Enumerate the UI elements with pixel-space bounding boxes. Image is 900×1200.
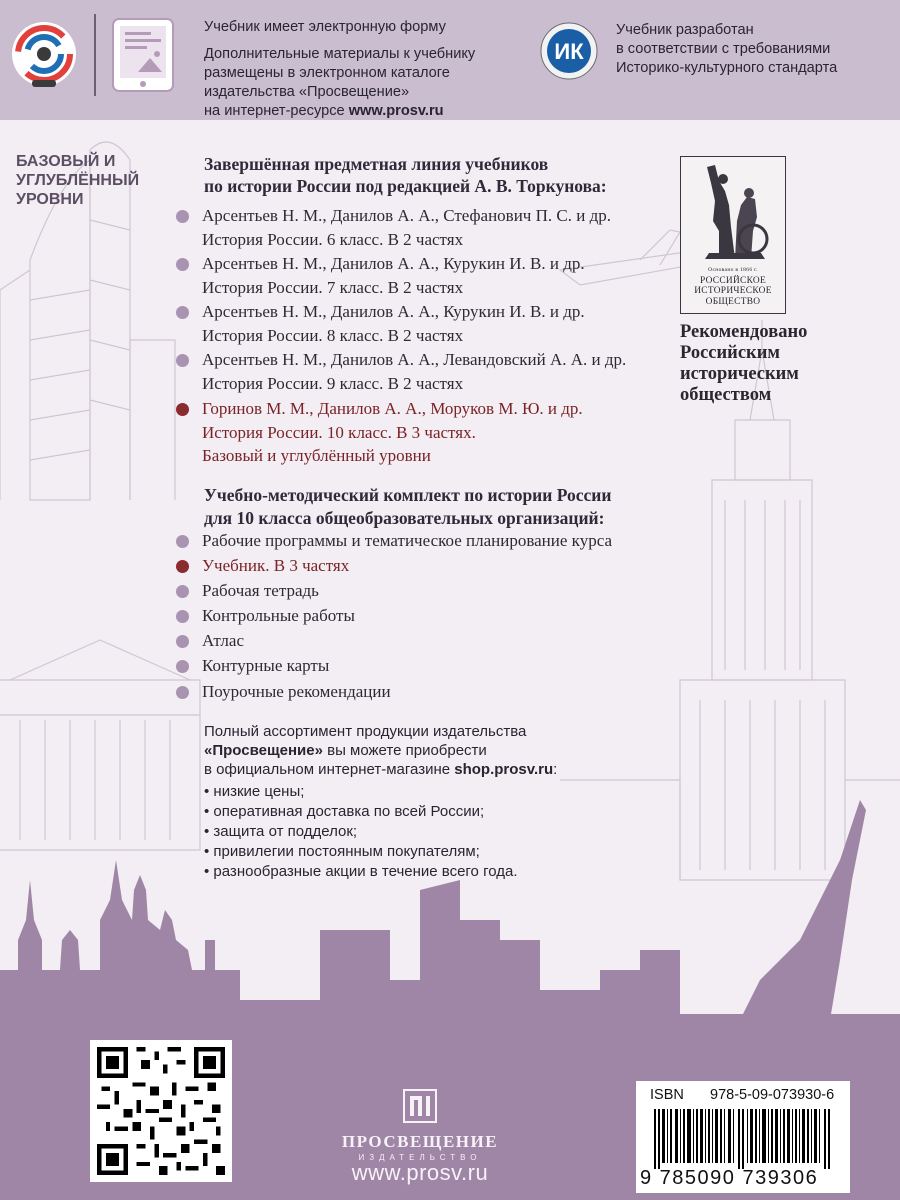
list-item (176, 629, 612, 653)
current-umk-item (176, 554, 612, 578)
bullet-icon (176, 258, 189, 271)
shop-line: Полный ассортимент продукции издательства (204, 723, 527, 740)
series-heading-line: по истории России под редакцией А. В. Торкунова: (204, 176, 607, 196)
recommended-line: историческим (680, 364, 799, 384)
materials-line: издательства «Просвещение» (204, 84, 410, 100)
resource-url-link[interactable]: www.prosv.ru (348, 103, 444, 119)
publisher-subtitle: ИЗДАТЕЛЬСТВО (358, 1153, 482, 1162)
bullet-icon (176, 535, 189, 548)
book-authors: Арсентьев Н. М., Данилов А. А., Стефанович П. С. и др. (202, 206, 611, 225)
bullet-icon (176, 560, 189, 573)
umk-heading-line: Учебно-методический комплект по истории России (204, 485, 612, 505)
isbn-barcode (636, 1081, 850, 1193)
shop-line (204, 760, 557, 779)
electronic-form-line: Учебник имеет электронную форму (204, 19, 446, 35)
recommended-line: обществом (680, 385, 772, 405)
electronic-form-info (204, 18, 475, 121)
materials-line: размещены в электронном каталоге (204, 65, 450, 81)
bullet-icon (176, 686, 189, 699)
bullet-icon (176, 610, 189, 623)
book-title: История России. 9 класс. В 2 частях (202, 373, 464, 393)
monument-icon (685, 161, 781, 261)
publisher-url-link[interactable]: www.prosv.ru (351, 1160, 489, 1185)
umk-item-label: Контрольные работы (202, 606, 355, 626)
book-title: История России. 7 класс. В 2 частях (202, 277, 464, 297)
qr-code[interactable] (90, 1040, 232, 1182)
level-label-line: УРОВНИ (16, 191, 84, 208)
publisher-name: ПРОСВЕЩЕНИЕ (341, 1132, 499, 1151)
book-title: История России. 6 класс. В 2 частях (202, 229, 464, 249)
list-item (176, 579, 612, 603)
umk-heading (204, 484, 611, 530)
standard-line: Учебник разработан (616, 22, 754, 38)
list-item (176, 252, 626, 299)
level-label (16, 152, 166, 209)
shop-line-suffix: : (553, 761, 558, 778)
recommended-line: Российским (680, 343, 780, 363)
materials-line: Дополнительные материалы к учебнику (204, 46, 476, 62)
banner-divider (94, 14, 96, 96)
bullet-icon (176, 354, 189, 367)
shop-url-link[interactable]: shop.prosv.ru (454, 761, 554, 778)
resource-line (204, 102, 475, 121)
bullet-icon (176, 635, 189, 648)
isbn-number: 978-5-09-073930-6 (710, 1087, 835, 1103)
bullet-icon (176, 210, 189, 223)
electronic-form-logo-icon (8, 18, 80, 90)
emblem-founded: Основано в 1866 г. (708, 266, 758, 273)
level-label-line: УГЛУБЛЁННЫЙ (16, 172, 140, 189)
bullet-icon (176, 403, 189, 416)
umk-item-label: Рабочая тетрадь (202, 581, 319, 601)
list-item (176, 680, 612, 704)
umk-item-label: Рабочие программы и тематическое планирование курса (202, 531, 612, 550)
publisher-logo (300, 1086, 540, 1162)
umk-list (176, 529, 612, 705)
book-series-list (176, 204, 626, 469)
standard-info (616, 21, 837, 78)
recommended-line: Рекомендовано (680, 322, 808, 342)
historical-cultural-standard-icon (540, 22, 598, 80)
shop-benefits-list (204, 782, 557, 882)
qr-code-icon (97, 1047, 225, 1175)
shop-info (204, 722, 557, 882)
benefit-item: • защита от подделок; (204, 823, 358, 840)
historical-society-emblem (680, 156, 786, 314)
book-level: Базовый и углублённый уровни (202, 446, 431, 465)
list-item (176, 300, 626, 347)
book-authors: Арсентьев Н. М., Данилов А. А., Курукин И. В. и др. (202, 302, 585, 321)
emblem-line: ИСТОРИЧЕСКОЕ (694, 286, 772, 296)
emblem-line: РОССИЙСКОЕ (699, 275, 767, 286)
bullet-icon (176, 660, 189, 673)
umk-item-label: Поурочные рекомендации (202, 681, 391, 701)
publisher-mark-icon (403, 1086, 437, 1126)
series-heading (204, 153, 607, 197)
bullet-icon (176, 585, 189, 598)
umk-item-label: Атлас (202, 631, 245, 651)
book-authors: Горинов М. М., Данилов А. А., Моруков М. Ю. и др. (202, 399, 583, 418)
barcode-icon (654, 1109, 834, 1169)
book-authors: Арсентьев Н. М., Данилов А. А., Курукин И. В. и др. (202, 254, 585, 273)
book-authors: Арсентьев Н. М., Данилов А. А., Левандовский А. А. и др. (202, 350, 627, 369)
bullet-icon (176, 306, 189, 319)
book-title: История России. 8 класс. В 2 частях (202, 325, 464, 345)
tablet-icon (112, 18, 174, 92)
level-label-line: БАЗОВЫЙ И (16, 153, 116, 170)
book-title: История России. 10 класс. В 3 частях. (202, 422, 476, 442)
list-item (176, 654, 612, 678)
resource-prefix: на интернет-ресурсе (204, 103, 345, 119)
list-item (176, 529, 612, 553)
standard-line: Историко-культурного стандарта (616, 60, 838, 76)
list-item (176, 604, 612, 628)
current-book-item (176, 397, 626, 468)
brand-name: «Просвещение» (204, 742, 323, 759)
shop-line-prefix: в официальном интернет-магазине (204, 761, 455, 778)
top-banner (0, 0, 900, 120)
isbn-label: ISBN (650, 1087, 684, 1103)
barcode-digits: 9 785090 739306 (640, 1167, 819, 1189)
shop-line-rest: вы можете приобрести (322, 742, 487, 759)
emblem-caption (681, 267, 785, 308)
series-heading-line: Завершённая предметная линия учебников (204, 154, 549, 174)
standard-line: в соответствии с требованиями (616, 41, 831, 57)
emblem-line: ОБЩЕСТВО (705, 296, 761, 307)
list-item (176, 204, 626, 251)
umk-heading-line: для 10 класса общеобразовательных организаций: (204, 508, 605, 528)
benefit-item: • привилегии постоянным покупателям; (204, 843, 480, 860)
svg-text:ИК: ИК (554, 39, 584, 64)
list-item (176, 348, 626, 395)
benefit-item: • низкие цены; (204, 783, 305, 800)
recommended-note (680, 322, 807, 406)
shop-line (204, 741, 557, 760)
umk-item-label: Контурные карты (202, 656, 330, 676)
umk-item-label: Учебник. В 3 частях (202, 556, 350, 576)
benefit-item: • оперативная доставка по всей России; (204, 803, 485, 820)
benefit-item: • разнообразные акции в течение всего года. (204, 863, 518, 880)
